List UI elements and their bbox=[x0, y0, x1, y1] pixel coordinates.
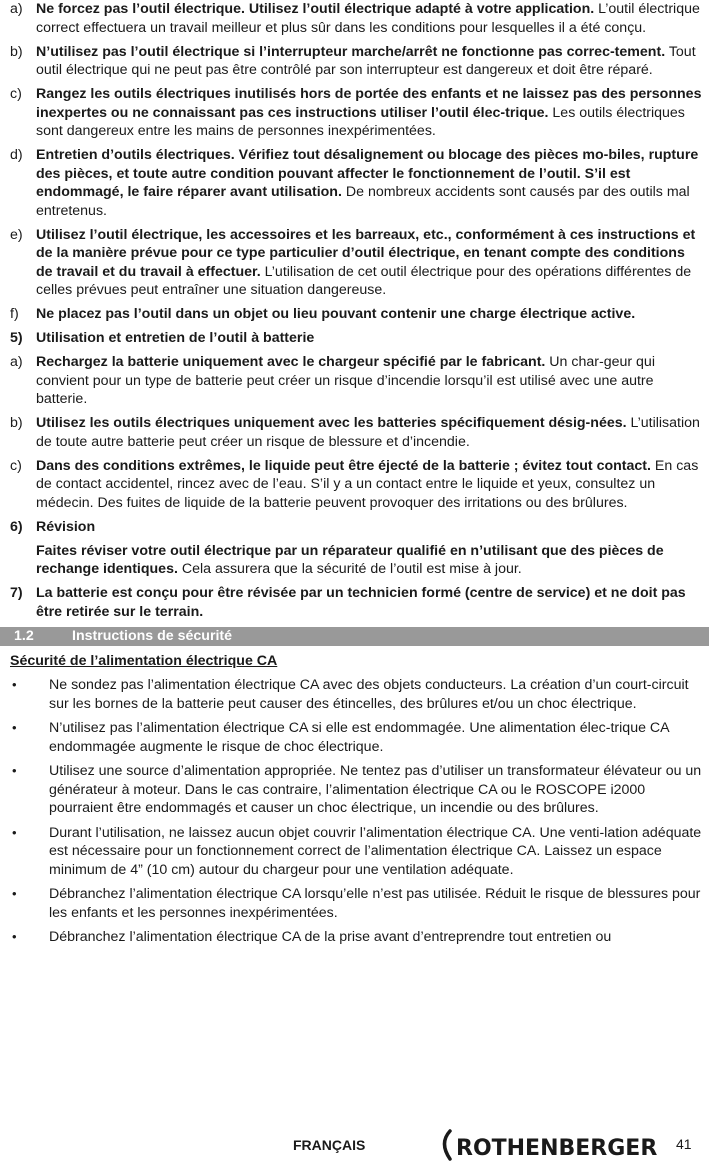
bullet-text: Ne sondez pas l’alimentation électrique CA avec des objets conducteurs. La création d’un court-circuit sur les bornes de la batterie peut causer des étincelles, des brûlures et/ou un choc électrique. bbox=[49, 677, 689, 712]
bullet-item bbox=[0, 824, 709, 880]
item-text: L’outil électrique correct effectuera un travail meilleur et plus sûr dans les conditions pour lesquelles il a été conçu. bbox=[36, 1, 700, 36]
item-text: L’utilisation de cet outil électrique pour des opérations différentes de celles prévues peut entraîner une situation dangereuse. bbox=[36, 263, 692, 298]
section-number: 5) bbox=[10, 330, 23, 346]
section-header-number: 1.2 bbox=[14, 627, 34, 644]
item-bold-text: Dans des conditions extrêmes, le liquide peut être éjecté de la batterie ; évitez tout contact. bbox=[36, 457, 651, 474]
item-text: Cela assurera que la sécurité de l’outil est mise à jour. bbox=[177, 561, 522, 577]
page-number: 41 bbox=[676, 1136, 692, 1152]
page-footer bbox=[0, 1128, 709, 1162]
list-item bbox=[0, 414, 709, 451]
section-6-heading bbox=[0, 518, 709, 537]
section-5-heading bbox=[0, 329, 709, 348]
item-text: L’utilisation de toute autre batterie peut créer un risque de blessure et d’incendie. bbox=[36, 415, 700, 450]
item-marker: a) bbox=[10, 354, 23, 370]
item-text: De nombreux accidents sont causés par des outils mal entretenus. bbox=[36, 184, 690, 219]
bullet-text: Débranchez l’alimentation électrique CA de la prise avant d’entreprendre tout entretien ou bbox=[49, 929, 612, 945]
item-bold-text: Utilisez les outils électriques uniquement avec les batteries spécifiquement désig-nées. bbox=[36, 415, 627, 431]
item-text: En cas de contact accidentel, rincez avec de l’eau. S’il y a un contact entre le liquide et yeux, consultez un médecin. Des fuites de liquide de la batterie peuvent provoquer des irritations ou des brûlures. bbox=[36, 457, 699, 511]
item-marker: a) bbox=[10, 1, 23, 17]
item-bold-text: Ne placez pas l’outil dans un objet ou lieu pouvant contenir une charge électrique active. bbox=[36, 306, 636, 322]
section-number: 7) bbox=[10, 585, 23, 601]
brand-logo-text: ROTHENBERGER bbox=[456, 1136, 658, 1161]
item-bold-text: Rechargez la batterie uniquement avec le chargeur spécifié par le fabricant. bbox=[36, 354, 546, 370]
item-marker: e) bbox=[10, 226, 23, 243]
bullet-item bbox=[0, 719, 709, 756]
item-bold-text: N’utilisez pas l’outil électrique si l’interrupteur marche/arrêt ne fonctionne pas correc-tement. bbox=[36, 43, 666, 60]
section-6-body bbox=[0, 542, 709, 579]
bullet-dot: • bbox=[12, 720, 17, 735]
bullet-text: Utilisez une source d’alimentation appropriée. Ne tentez pas d’utiliser un transformateur élévateur ou un générateur à moteur. Dans le cas contraire, l’alimentation électrique CA ou le ROSCOPE i2000 pourraient être endommagés et causer un choc électrique, un incendie ou des brûlures. bbox=[49, 763, 702, 816]
item-marker: d) bbox=[10, 147, 23, 163]
item-text: Tout outil électrique qui ne peut pas être contrôlé par son interrupteur est dangereux et doit être réparé. bbox=[36, 43, 696, 78]
bullet-item bbox=[0, 928, 709, 947]
item-marker: c) bbox=[10, 86, 22, 102]
items-list-a bbox=[0, 0, 709, 324]
bullet-text: Durant l’utilisation, ne laissez aucun objet couvrir l’alimentation électrique CA. Une venti-lation adéquate est nécessaire pour un fonctionnement correct de l’alimentation électrique CA. Laissez un espace minimum de 4” (10 cm) autour du chargeur pour une ventilation adéquate. bbox=[49, 824, 702, 878]
item-marker: f) bbox=[10, 306, 19, 322]
item-marker: b) bbox=[10, 43, 23, 60]
section-number: 6) bbox=[10, 518, 23, 535]
list-item bbox=[0, 353, 709, 409]
bullet-dot: • bbox=[12, 929, 17, 944]
list-item bbox=[0, 146, 709, 220]
bullet-dot: • bbox=[12, 677, 17, 692]
item-bold-text: Faites réviser votre outil électrique par un réparateur qualifié en n’utilisant que des pièces de rechange identiques. bbox=[36, 542, 664, 577]
section-7 bbox=[0, 584, 709, 621]
list-item bbox=[0, 85, 709, 141]
item-text: Les outils électriques sont dangereux entre les mains de personnes inexpérimentées. bbox=[36, 104, 685, 139]
item-bold-text: La batterie est conçu pour être révisée par un technicien formé (centre de service) et ne doit pas être retirée sur le terrain. bbox=[36, 585, 686, 620]
bullet-dot: • bbox=[12, 886, 17, 901]
bullet-item bbox=[0, 676, 709, 713]
item-marker: b) bbox=[10, 415, 23, 431]
section-title: Utilisation et entretien de l’outil à batterie bbox=[36, 330, 315, 346]
bullet-text: N’utilisez pas l’alimentation électrique CA si elle est endommagée. Une alimentation élec-trique CA endommagée augmente le risque de choc électrique. bbox=[49, 720, 669, 755]
item-bold-text: Ne forcez pas l’outil électrique. Utilisez l’outil électrique adapté à votre application. bbox=[36, 1, 595, 17]
section-1-2-header bbox=[0, 627, 709, 646]
item-bold-text: Utilisez l’outil électrique, les accessoires et les barreaux, etc., conformément à ces instructions et de la manière prévue pour ce type particulier d’outil électrique, en tenant compte des conditions de travail et du travail à effectuer. bbox=[36, 226, 696, 280]
item-bold-text: Entretien d’outils électriques. Vérifiez tout désalignement ou blocage des pièces mo-biles, rupture des pièces, et toute autre condition pouvant affecter le fonctionnement de l’outil. S’il est endommagé, le faire réparer avant utilisation. bbox=[36, 147, 699, 200]
list-item bbox=[0, 0, 709, 37]
list-item bbox=[0, 43, 709, 80]
item-marker: c) bbox=[10, 457, 22, 474]
section-title: Révision bbox=[36, 518, 96, 535]
bullet-list bbox=[0, 676, 709, 947]
bullet-dot: • bbox=[12, 824, 17, 840]
bullet-dot: • bbox=[12, 763, 17, 778]
bullet-item bbox=[0, 885, 709, 922]
list-item bbox=[0, 305, 709, 324]
list-item bbox=[0, 457, 709, 513]
item-text: Un char-geur qui convient pour un type de batterie peut créer un risque d’incendie lorsqu’il est utilisé avec une autre batterie. bbox=[36, 354, 655, 407]
rothenberger-logo bbox=[436, 1128, 662, 1162]
bullet-text: Débranchez l’alimentation électrique CA lorsqu’elle n’est pas utilisée. Réduit le risque de blessures pour les enfants et les personnes inexpérimentées. bbox=[49, 886, 701, 921]
bullet-item bbox=[0, 762, 709, 818]
items-list-5 bbox=[0, 353, 709, 512]
item-bold-text: Rangez les outils électriques inutilisés hors de portée des enfants et ne laissez pas des personnes inexpertes ou ne connaissant pas ces instructions utiliser l’outil élec-trique. bbox=[36, 86, 702, 121]
footer-language: FRANÇAIS bbox=[293, 1137, 366, 1153]
list-item bbox=[0, 226, 709, 300]
subheading: Sécurité de l’alimentation électrique CA bbox=[10, 652, 278, 669]
section-header-title: Instructions de sécurité bbox=[72, 627, 233, 644]
